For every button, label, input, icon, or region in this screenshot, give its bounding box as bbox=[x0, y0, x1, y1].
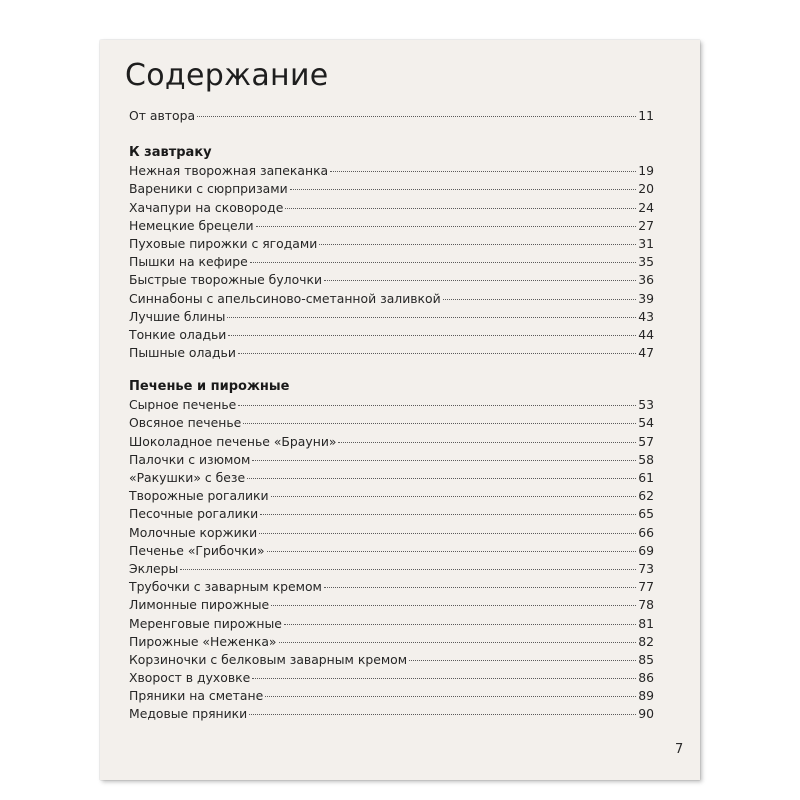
toc-entry-page: 82 bbox=[638, 633, 654, 649]
toc-entry-title: Лучшие блины bbox=[129, 308, 226, 324]
toc-entry-title: Эклеры bbox=[129, 560, 179, 576]
toc-entry-title: Палочки с изюмом bbox=[129, 451, 251, 467]
toc-entry-page: 69 bbox=[638, 542, 654, 558]
toc-entry-page: 85 bbox=[638, 651, 654, 667]
toc-entry[interactable] bbox=[129, 706, 654, 724]
dot-leader bbox=[265, 696, 636, 697]
toc-entry[interactable] bbox=[129, 163, 654, 181]
toc-entry-page: 78 bbox=[638, 597, 654, 613]
toc-entry-title: Меренговые пирожные bbox=[129, 615, 282, 631]
toc-entry[interactable] bbox=[129, 525, 654, 543]
toc-entry-title: Быстрые творожные булочки bbox=[129, 272, 323, 288]
section-heading: Печенье и пирожные bbox=[129, 379, 290, 395]
dot-leader bbox=[271, 605, 636, 606]
dot-leader bbox=[443, 299, 637, 300]
toc-entry-page: 43 bbox=[638, 308, 654, 324]
toc-entry-page: 66 bbox=[638, 524, 654, 540]
toc-entry-page: 61 bbox=[638, 470, 654, 485]
section-cookies-list bbox=[129, 397, 654, 724]
dot-leader bbox=[249, 714, 636, 715]
toc-entry-title: Вареники с сюрпризами bbox=[129, 181, 288, 197]
dot-leader bbox=[247, 478, 636, 479]
toc-entry-page: 73 bbox=[638, 560, 654, 576]
dot-leader bbox=[259, 533, 636, 534]
dot-leader bbox=[256, 226, 637, 227]
toc-entry-title: Лимонные пирожные bbox=[129, 597, 270, 613]
toc-entry-title: Тонкие оладьи bbox=[129, 326, 227, 342]
toc-entry-page: 65 bbox=[638, 506, 654, 522]
toc-entry[interactable] bbox=[129, 434, 654, 452]
toc-entry-page: 90 bbox=[638, 706, 654, 722]
toc-entry-title: Овсяное печенье bbox=[129, 415, 242, 431]
toc-entry-page: 47 bbox=[638, 345, 654, 361]
dot-leader bbox=[267, 551, 637, 552]
toc-entry-title: Хачапури на сковороде bbox=[129, 199, 284, 215]
dot-leader bbox=[319, 244, 636, 245]
toc-entry-title: Пряники на сметане bbox=[129, 688, 264, 704]
toc-entry-page: 81 bbox=[638, 615, 654, 631]
toc-entry-page: 24 bbox=[638, 199, 654, 215]
dot-leader bbox=[227, 317, 636, 318]
toc-entry-title: Медовые пряники bbox=[129, 706, 248, 722]
dot-leader bbox=[180, 569, 636, 570]
toc-entry-page: 39 bbox=[638, 290, 654, 306]
toc-entry[interactable] bbox=[129, 309, 654, 327]
toc-entry-title: Молочные коржики bbox=[129, 524, 258, 540]
toc-entry-title: Хворост в духовке bbox=[129, 670, 251, 686]
toc-entry-page: 54 bbox=[638, 415, 654, 431]
toc-entry[interactable] bbox=[129, 236, 654, 254]
toc-entry-page: 27 bbox=[638, 217, 654, 233]
toc-entry-page: 19 bbox=[638, 163, 654, 179]
toc-entry-title: Нежная творожная запеканка bbox=[129, 163, 329, 179]
toc-entry-title: Шоколадное печенье «Брауни» bbox=[129, 433, 337, 449]
toc-entry[interactable] bbox=[129, 561, 654, 579]
toc-entry-title: Творожные рогалики bbox=[129, 488, 269, 504]
toc-entry-title: Пышки на кефире bbox=[129, 254, 248, 270]
toc-entry[interactable] bbox=[129, 616, 654, 634]
toc-entry[interactable] bbox=[129, 218, 654, 236]
section-heading: К завтраку bbox=[129, 145, 212, 161]
dot-leader bbox=[260, 514, 636, 515]
toc-entry-page: 89 bbox=[638, 688, 654, 704]
dot-leader bbox=[228, 335, 636, 336]
toc-entry-title: Пуховые пирожки с ягодами bbox=[129, 235, 318, 251]
toc-entry-title: Пирожные «Неженка» bbox=[129, 633, 277, 649]
toc-entry[interactable] bbox=[129, 291, 654, 309]
toc-entry[interactable] bbox=[129, 634, 654, 652]
toc-entry-page: 20 bbox=[638, 181, 654, 197]
toc-entry-title: Корзиночки с белковым заварным кремом bbox=[129, 651, 408, 667]
dot-leader bbox=[284, 624, 636, 625]
dot-leader bbox=[238, 405, 636, 406]
toc-entry[interactable] bbox=[129, 543, 654, 561]
dot-leader bbox=[409, 660, 636, 661]
toc-entry-page: 53 bbox=[638, 397, 654, 413]
toc-entry-title: От автора bbox=[129, 108, 196, 123]
toc-entry-page: 31 bbox=[638, 235, 654, 251]
section-breakfast-list bbox=[129, 163, 654, 363]
dot-leader bbox=[252, 460, 636, 461]
toc-entry-page: 35 bbox=[638, 254, 654, 270]
page-number: 7 bbox=[675, 742, 684, 757]
dot-leader bbox=[324, 280, 636, 281]
toc-entry[interactable] bbox=[129, 488, 654, 506]
toc-entry-page: 62 bbox=[638, 488, 654, 504]
toc-entry-page: 36 bbox=[638, 272, 654, 288]
toc-entry-page: 86 bbox=[638, 670, 654, 686]
toc-entry-title: Синнабоны с апельсиново-сметанной заливкой bbox=[129, 290, 441, 306]
toc-entry[interactable] bbox=[129, 272, 654, 290]
dot-leader bbox=[197, 116, 636, 117]
dot-leader bbox=[250, 262, 636, 263]
dot-leader bbox=[324, 587, 636, 588]
page-title: Содержание bbox=[125, 58, 329, 93]
toc-entry-title: Песочные рогалики bbox=[129, 506, 259, 522]
toc-entry[interactable] bbox=[129, 254, 654, 272]
dot-leader bbox=[285, 208, 636, 209]
toc-entry-title: Сырное печенье bbox=[129, 397, 237, 413]
dot-leader bbox=[279, 642, 637, 643]
dot-leader bbox=[252, 678, 636, 679]
toc-entry[interactable] bbox=[129, 345, 654, 363]
toc-entry-page: 44 bbox=[638, 326, 654, 342]
toc-entry-page: 58 bbox=[638, 451, 654, 467]
toc-entry[interactable] bbox=[129, 688, 654, 706]
toc-entry[interactable] bbox=[129, 415, 654, 433]
dot-leader bbox=[290, 189, 637, 190]
toc-entry[interactable] bbox=[129, 670, 654, 688]
toc-entry-page: 11 bbox=[638, 108, 654, 123]
dot-leader bbox=[243, 423, 636, 424]
toc-entry-page: 77 bbox=[638, 579, 654, 595]
toc-entry[interactable] bbox=[129, 327, 654, 345]
toc-entry-page: 57 bbox=[638, 433, 654, 449]
toc-entry-title: Печенье «Грибочки» bbox=[129, 542, 265, 558]
toc-entry-title: Трубочки с заварным кремом bbox=[129, 579, 322, 595]
dot-leader bbox=[330, 171, 636, 172]
table-of-contents bbox=[129, 108, 654, 725]
dot-leader bbox=[271, 496, 637, 497]
toc-entry[interactable] bbox=[129, 579, 654, 597]
toc-entry[interactable] bbox=[129, 397, 654, 415]
toc-entry[interactable] bbox=[129, 506, 654, 524]
toc-entry-title: Пышные оладьи bbox=[129, 345, 236, 361]
toc-entry[interactable] bbox=[129, 181, 654, 199]
toc-entry-title: Немецкие брецели bbox=[129, 217, 254, 233]
toc-entry[interactable] bbox=[129, 652, 654, 670]
toc-entry-intro[interactable] bbox=[129, 108, 654, 126]
dot-leader bbox=[338, 442, 636, 443]
dot-leader bbox=[238, 353, 636, 354]
toc-entry[interactable] bbox=[129, 452, 654, 470]
toc-entry[interactable] bbox=[129, 470, 654, 488]
toc-entry[interactable] bbox=[129, 200, 654, 218]
toc-entry[interactable] bbox=[129, 597, 654, 615]
toc-entry-title: «Ракушки» с безе bbox=[129, 470, 246, 485]
